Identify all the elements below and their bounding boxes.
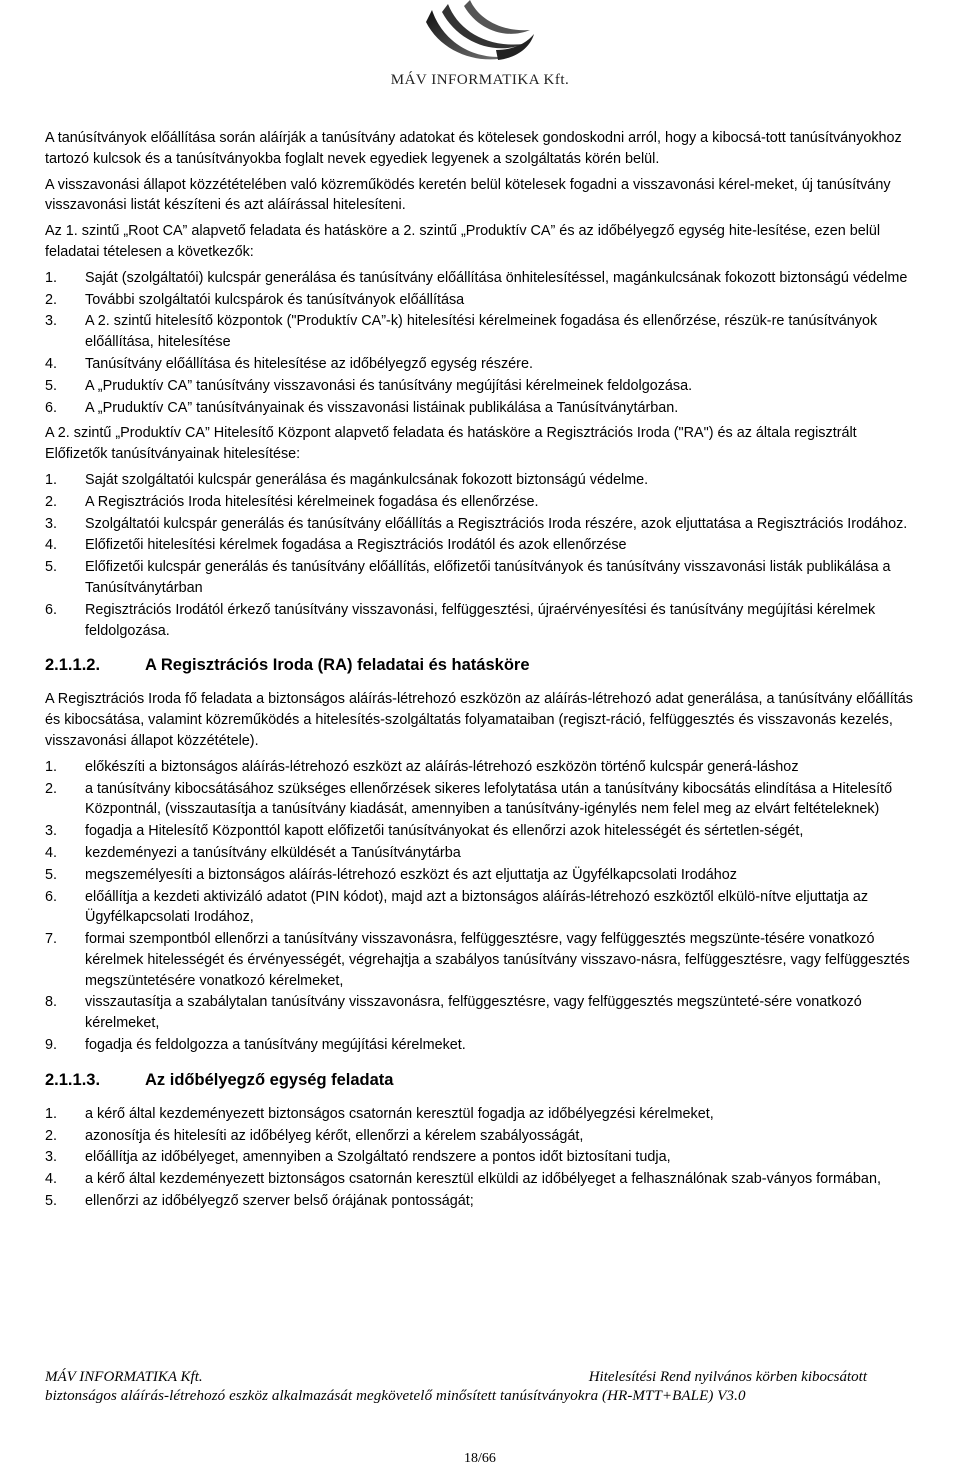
section-heading-timestamp xyxy=(45,1070,923,1090)
paragraph: A visszavonási állapot közzétételében való közreműködés keretén belül kötelesek fogadni a visszavonási kérel-meket, új tanúsítvány visszavonási listát készíteni és azt aláírással hitelesíteni. xyxy=(45,176,891,214)
list-item xyxy=(45,929,923,991)
list-text: Előfizetői hitelesítési kérelmek fogadása a Regisztrációs Irodától és azok ellenőrzése xyxy=(85,537,627,554)
list-text: További szolgáltatói kulcspárok és tanúsítványok előállítása xyxy=(85,291,465,308)
list-text: Saját (szolgáltatói) kulcspár generálása és tanúsítvány előállítása önhitelesítéssel, magánkulcsának fokozott biztonságú védelme xyxy=(85,269,908,286)
ra-task-list xyxy=(45,757,923,1056)
list-number: 4. xyxy=(45,355,58,372)
list-item xyxy=(45,268,923,289)
list-item xyxy=(45,843,923,864)
list-number: 1. xyxy=(45,758,58,775)
list-item xyxy=(45,1035,923,1056)
list-number: 6. xyxy=(45,399,58,416)
list-item xyxy=(45,514,923,535)
list-text: ellenőrzi az időbélyegző szerver belső órájának pontosságát; xyxy=(85,1193,474,1210)
list-item xyxy=(45,492,923,513)
list-item xyxy=(45,1126,923,1147)
list-text: a tanúsítvány kibocsátásához szükséges ellenőrzések sikeres lefolytatása után a tanúsítvány kibocsátás elindítása a Hitelesítő Központnál, (visszautasítja a tanúsítvány kiadását, amennyiben a tanúsítvány-igénylés nem felel meg az elvárt feltételeknek) xyxy=(85,780,893,818)
footer-company: MÁV INFORMATIKA Kft. xyxy=(45,1369,203,1385)
list-text: fogadja a Hitelesítő Központtól kapott előfizetői tanúsítványokat és ellenőrzi azok hitelességét és sértetlen-ségét, xyxy=(85,823,804,840)
list-text: A Regisztrációs Iroda hitelesítési kérelmeinek fogadása és ellenőrzése. xyxy=(85,493,539,510)
footer-doc-title: Hitelesítési Rend nyilvános körben kibocsátott xyxy=(588,1369,867,1385)
list-text: Előfizetői kulcspár generálás és tanúsítvány előállítás, előfizetői tanúsítványok és tanúsítvány visszavonási listák publikálása a Tanúsítványtárban xyxy=(85,559,891,596)
root-ca-task-list xyxy=(45,268,923,419)
paragraph: Az 1. szintű „Root CA” alapvető feladata és hatásköre a 2. szintű „Produktív CA” és az időbélyegző egység hite-lesítése, ezen belül feladatai tételesen a következők: xyxy=(45,223,881,260)
document-body xyxy=(45,128,923,1213)
list-number: 3. xyxy=(45,515,58,532)
list-item xyxy=(45,557,923,599)
list-number: 1. xyxy=(45,471,58,488)
list-item xyxy=(45,865,923,886)
list-text: A „Pruduktív CA” tanúsítványainak és visszavonási listáinak publikálása a Tanúsítványtárban. xyxy=(85,399,679,416)
paragraph: A Regisztrációs Iroda fő feladata a biztonságos aláírás-létrehozó eszközön az aláírás-létrehozó adat generálása, a tanúsítvány előállítás és kibocsátása, valamint közreműködés a hitelesítés-szolgáltatás folyamataiban (regiszt-ráció, felfüggesztés és visszavonás kezelés, visszavonási állapot közzététele). xyxy=(45,691,913,749)
list-text: előállítja az időbélyeget, amennyiben a Szolgáltató rendszere a pontos időt biztosítani tudja, xyxy=(85,1149,671,1166)
list-number: 5. xyxy=(45,1193,58,1210)
list-number: 5. xyxy=(45,377,58,394)
list-number: 5. xyxy=(45,559,58,576)
list-text: Tanúsítvány előállítása és hitelesítése az időbélyegző egység részére. xyxy=(85,355,533,372)
list-number: 2. xyxy=(45,1127,58,1144)
list-item xyxy=(45,398,923,419)
list-number: 1. xyxy=(45,1105,58,1122)
list-number: 9. xyxy=(45,1037,58,1054)
list-text: a kérő által kezdeményezett biztonságos csatornán keresztül fogadja az időbélyegzési kérelmeket, xyxy=(85,1105,714,1122)
section-number: 2.1.1.3. xyxy=(45,1070,101,1089)
brand-name: MÁV INFORMATIKA Kft. xyxy=(390,72,570,88)
list-item xyxy=(45,821,923,842)
list-text: formai szempontból ellenőrzi a tanúsítvány visszavonásra, felfüggesztésre, vagy felfüggesztés megszünte-tésére vonatkozó kérelmek hitelességét és érvényességét, végrehajtja a szabályos tanúsítvány visszavo-násra, felfüggesztésre, vagy felfüggesztés megszüntetésére vonatkozó kérelmeket, xyxy=(85,931,910,989)
list-item xyxy=(45,290,923,311)
section-title: A Regisztrációs Iroda (RA) feladatai és hatásköre xyxy=(145,656,530,675)
list-item xyxy=(45,376,923,397)
timestamp-task-list xyxy=(45,1104,923,1212)
list-number: 4. xyxy=(45,537,58,554)
list-text: a kérő által kezdeményezett biztonságos csatornán keresztül elküldi az időbélyeget a felhasználónak szab-ványos formában, xyxy=(85,1171,881,1188)
list-number: 8. xyxy=(45,994,58,1011)
list-item xyxy=(45,1104,923,1125)
list-number: 1. xyxy=(45,269,58,286)
page-footer xyxy=(45,1368,911,1406)
produktiv-ca-task-list xyxy=(45,470,923,641)
list-number: 5. xyxy=(45,866,58,883)
list-text: Szolgáltatói kulcspár generálás és tanúsítvány előállítás a Regisztrációs Iroda részére, azok eljuttatása a Regisztrációs Irodához. xyxy=(85,515,908,532)
list-item xyxy=(45,1169,923,1190)
list-number: 3. xyxy=(45,823,58,840)
list-number: 2. xyxy=(45,493,58,510)
list-text: előkészíti a biztonságos aláírás-létrehozó eszközt az aláírás-létrehozó eszközön történő kulcspár generá-láshoz xyxy=(85,758,799,775)
list-number: 3. xyxy=(45,1149,58,1166)
list-text: megszemélyesíti a biztonságos aláírás-létrehozó eszközt és azt eljuttatja az Ügyfélkapcsolati Irodához xyxy=(85,866,737,883)
list-number: 2. xyxy=(45,780,58,797)
list-number: 6. xyxy=(45,888,58,905)
list-text: azonosítja és hitelesíti az időbélyeg kérőt, ellenőrzi a kérelem szabályosságát, xyxy=(85,1127,584,1144)
list-item xyxy=(45,757,923,778)
list-item xyxy=(45,992,923,1034)
list-item xyxy=(45,887,923,929)
list-number: 7. xyxy=(45,931,58,948)
list-number: 6. xyxy=(45,601,58,618)
list-text: fogadja és feldolgozza a tanúsítvány megújítási kérelmeket. xyxy=(85,1037,466,1054)
section-number: 2.1.1.2. xyxy=(45,656,101,675)
section-title: Az időbélyegző egység feladata xyxy=(145,1070,394,1089)
list-text: Saját szolgáltatói kulcspár generálása és magánkulcsának fokozott biztonságú védelme. xyxy=(85,471,649,488)
list-item xyxy=(45,779,923,821)
section-heading-ra xyxy=(45,655,923,675)
list-text: kezdeményezi a tanúsítvány elküldését a Tanúsítványtárba xyxy=(85,844,461,861)
list-item xyxy=(45,1191,923,1212)
list-text: A „Pruduktív CA” tanúsítvány visszavonási és tanúsítvány megújítási kérelmeinek feldolgozása. xyxy=(85,377,693,394)
list-item xyxy=(45,470,923,491)
list-item xyxy=(45,1147,923,1168)
list-number: 3. xyxy=(45,313,58,330)
list-text: előállítja a kezdeti aktivizáló adatot (PIN kódot), majd azt a biztonságos aláírás-létrehozó eszköztől elkülö-nítve eljuttatja az Ügyfélkapcsolati Irodához, xyxy=(85,888,869,926)
list-number: 4. xyxy=(45,844,58,861)
list-item xyxy=(45,535,923,556)
list-item xyxy=(45,600,923,642)
page-number: 18/66 xyxy=(464,1451,496,1466)
paragraph: A tanúsítványok előállítása során aláírják a tanúsítvány adatokat és kötelesek gondoskodni arról, hogy a kibocsá-tott tanúsítványokhoz tartozó kulcsok és a tanúsítványokba foglalt nevek egyediek legyenek a szolgáltatás körén belül. xyxy=(45,130,902,167)
list-text: Regisztrációs Irodától érkező tanúsítvány visszavonási, felfüggesztési, újraérvényesítési és tanúsítvány megújítási kérelmek feldolgozása. xyxy=(85,601,876,639)
list-text: A 2. szintű hitelesítő központok ("Produktív CA”-k) hitelesítési kérelmeinek fogadása és ellenőrzése, részük-re tanúsítványok előállítása, hitelesítése xyxy=(85,313,878,351)
footer-doc-subtitle: biztonságos aláírás-létrehozó eszköz alkalmazását megkövetelő minősített tanúsítványokra (HR-MTT+BALE) V3.0 xyxy=(45,1388,746,1404)
list-number: 4. xyxy=(45,1171,58,1188)
list-number: 2. xyxy=(45,291,58,308)
list-item xyxy=(45,354,923,375)
paragraph: A 2. szintű „Produktív CA” Hitelesítő Központ alapvető feladata és hatásköre a Regisztrációs Iroda ("RA") és az általa regisztrált Előfizetők tanúsítványainak hitelesítése: xyxy=(45,425,857,463)
list-item xyxy=(45,311,923,353)
swirl-logo-icon xyxy=(412,0,548,70)
list-text: visszautasítja a szabálytalan tanúsítvány visszavonásra, felfüggesztésre, vagy felfüggesztés megszünteté-sére vonatkozó kérelmeket, xyxy=(85,994,862,1032)
